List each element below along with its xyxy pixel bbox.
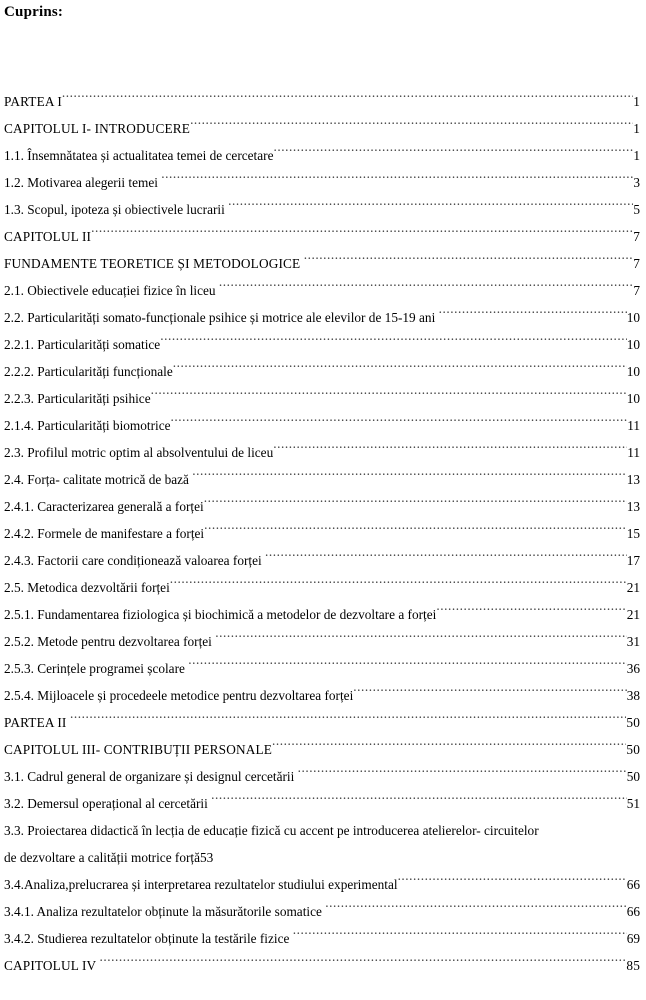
- toc-entry-label: 2.2.1. Particularități somatice: [4, 337, 161, 352]
- toc-page-number: 10: [626, 391, 640, 406]
- toc-page-number: 85: [626, 958, 640, 973]
- toc-page-number: 21: [626, 580, 640, 595]
- toc-entry-label: CAPITOLUL II: [4, 229, 92, 244]
- toc-page-number: 11: [627, 445, 640, 460]
- toc-dot-leader: [325, 903, 626, 916]
- toc-dot-leader: [151, 390, 627, 403]
- toc-entry[interactable]: [0, 574, 646, 601]
- toc-entry[interactable]: [0, 817, 646, 871]
- toc-page-number: 7: [633, 256, 640, 271]
- toc-page-number: 10: [626, 364, 640, 379]
- toc-dot-leader: [219, 282, 633, 295]
- toc-entry-label: 3.1. Cadrul general de organizare și designul cercetării: [4, 769, 298, 784]
- toc-dot-leader: [204, 525, 627, 538]
- toc-dot-leader: [204, 498, 627, 511]
- toc-dot-leader: [70, 714, 626, 727]
- toc-entry[interactable]: [0, 682, 646, 709]
- toc-entry-label: 2.5.1. Fundamentarea fiziologica și biochimică a metodelor de dezvoltare a forței: [4, 607, 437, 622]
- toc-page-number: 36: [626, 661, 640, 676]
- toc-entry[interactable]: [0, 169, 646, 196]
- toc-entry-label: 2.4.2. Formele de manifestare a forței: [4, 526, 205, 541]
- toc-page-number: 7: [633, 283, 640, 298]
- toc-page-number: 13: [626, 472, 640, 487]
- toc-page-number: 66: [626, 877, 640, 892]
- toc-entry[interactable]: [0, 439, 646, 466]
- toc-dot-leader: [171, 417, 628, 430]
- toc-dot-leader: [190, 120, 633, 133]
- toc-entry[interactable]: [0, 655, 646, 682]
- toc-entry-label: 2.2.2. Particularități funcționale: [4, 364, 173, 379]
- toc-page-number: 21: [626, 607, 640, 622]
- toc-entry[interactable]: [0, 871, 646, 898]
- toc-dot-leader: [173, 363, 627, 376]
- toc-entry-label-continued: de dezvoltare a calității motrice forță: [4, 850, 201, 865]
- toc-page-number: 10: [626, 310, 640, 325]
- toc-entry-label: 2.3. Profilul motric optim al absolventului de liceu: [4, 445, 274, 460]
- toc-entry-label: 2.1. Obiectivele educației fizice în liceu: [4, 283, 219, 298]
- toc-entry[interactable]: [0, 88, 646, 115]
- toc-dot-leader: [161, 174, 633, 187]
- toc-entry-label: 2.5.4. Mijloacele și procedeele metodice pentru dezvoltarea forței: [4, 688, 354, 703]
- toc-page-number: 38: [626, 688, 640, 703]
- toc-entry-label: FUNDAMENTE TEORETICE ȘI METODOLOGICE: [4, 256, 304, 271]
- toc-entry-label: 2.5.2. Metode pentru dezvoltarea forței: [4, 634, 216, 649]
- table-of-contents: [0, 88, 646, 979]
- toc-dot-leader: [62, 93, 633, 106]
- toc-entry-label: PARTEA II: [4, 715, 70, 730]
- toc-dot-leader: [215, 633, 627, 646]
- toc-entry-label: 3.2. Demersul operațional al cercetării: [4, 796, 212, 811]
- toc-entry-label: 3.3. Proiectarea didactică în lecția de educație fizică cu accent pe introducerea atelierelor- circuitelor: [4, 823, 539, 838]
- toc-entry[interactable]: [0, 358, 646, 385]
- toc-entry-label: 2.2.3. Particularități psihice: [4, 391, 151, 406]
- toc-entry[interactable]: [0, 925, 646, 952]
- toc-page-number: 1: [633, 121, 640, 136]
- toc-page-number: 66: [626, 904, 640, 919]
- toc-entry[interactable]: [0, 628, 646, 655]
- toc-entry-label: 3.4.2. Studierea rezultatelor obținute la testările fizice: [4, 931, 293, 946]
- toc-entry-label: 2.2. Particularități somato-funcționale psihice și motrice ale elevilor de 15-19 ani: [4, 310, 439, 325]
- toc-entry-label: 1.2. Motivarea alegerii temei: [4, 175, 162, 190]
- toc-page-number: 11: [627, 418, 640, 433]
- toc-dot-leader: [170, 579, 627, 592]
- toc-page-number: 50: [626, 769, 640, 784]
- toc-dot-leader: [436, 606, 626, 619]
- toc-entry-label: 2.4. Forța- calitate motrică de bază: [4, 472, 193, 487]
- toc-page-number: 53: [200, 850, 214, 865]
- toc-entry[interactable]: [0, 304, 646, 331]
- toc-entry-label: 2.5.3. Cerințele programei școlare: [4, 661, 189, 676]
- toc-page-number: 10: [626, 337, 640, 352]
- toc-dot-leader: [192, 471, 626, 484]
- toc-entry-label: 2.4.3. Factorii care condiționează valoarea forței: [4, 553, 266, 568]
- toc-entry[interactable]: [0, 331, 646, 358]
- toc-page-number: 7: [633, 229, 640, 244]
- toc-entry-label: 1.1. Însemnătatea și actualitatea temei de cercetare: [4, 148, 274, 163]
- toc-entry[interactable]: [0, 790, 646, 817]
- toc-page-number: 1: [633, 94, 640, 109]
- toc-page-number: 1: [633, 148, 640, 163]
- toc-entry-label: 2.1.4. Particularități biomotrice: [4, 418, 171, 433]
- toc-entry[interactable]: [0, 196, 646, 223]
- toc-page-number: 50: [626, 742, 640, 757]
- toc-dot-leader: [160, 336, 627, 349]
- toc-page-number: 3: [633, 175, 640, 190]
- toc-dot-leader: [265, 552, 627, 565]
- toc-page-number: 31: [626, 634, 640, 649]
- toc-dot-leader: [211, 795, 627, 808]
- toc-entry[interactable]: [0, 898, 646, 925]
- toc-entry-label: PARTEA I: [4, 94, 62, 109]
- toc-dot-leader: [398, 876, 627, 889]
- toc-dot-leader: [293, 930, 627, 943]
- toc-dot-leader: [91, 228, 633, 241]
- toc-entry[interactable]: [0, 547, 646, 574]
- page-title: Cuprins:: [4, 4, 64, 20]
- toc-entry-label: 3.4.1. Analiza rezultatelor obținute la măsurătorile somatice: [4, 904, 326, 919]
- toc-entry[interactable]: [0, 223, 646, 250]
- toc-entry[interactable]: [0, 277, 646, 304]
- toc-entry-label: CAPITOLUL I- INTRODUCERE: [4, 121, 191, 136]
- toc-page-number: 51: [626, 796, 640, 811]
- toc-entry[interactable]: [0, 736, 646, 763]
- toc-dot-leader: [188, 660, 626, 673]
- toc-entry-label: CAPITOLUL IV: [4, 958, 100, 973]
- toc-dot-leader: [273, 444, 627, 457]
- toc-entry-label: CAPITOLUL III- CONTRIBUȚII PERSONALE: [4, 742, 272, 757]
- toc-page-number: 50: [626, 715, 640, 730]
- toc-dot-leader: [439, 309, 627, 322]
- toc-dot-leader: [298, 768, 627, 781]
- toc-entry[interactable]: [0, 466, 646, 493]
- toc-entry[interactable]: [0, 520, 646, 547]
- toc-entry[interactable]: [0, 412, 646, 439]
- toc-entry-label: 1.3. Scopul, ipoteza și obiectivele lucrarii: [4, 202, 229, 217]
- toc-page-number: 5: [633, 202, 640, 217]
- toc-entry-label: 3.4.Analiza,prelucrarea și interpretarea rezultatelor studiului experimental: [4, 877, 398, 892]
- toc-entry[interactable]: [0, 493, 646, 520]
- toc-entry[interactable]: [0, 385, 646, 412]
- toc-entry[interactable]: [0, 601, 646, 628]
- toc-dot-leader: [273, 147, 633, 160]
- toc-entry-label: 2.4.1. Caracterizarea generală a forței: [4, 499, 204, 514]
- toc-dot-leader: [228, 201, 633, 214]
- toc-entry[interactable]: [0, 763, 646, 790]
- toc-dot-leader: [353, 687, 626, 700]
- toc-page-number: 17: [626, 553, 640, 568]
- toc-page-number: 13: [626, 499, 640, 514]
- toc-page-number: 69: [626, 931, 640, 946]
- toc-entry[interactable]: [0, 142, 646, 169]
- toc-entry[interactable]: [0, 952, 646, 979]
- toc-dot-leader: [100, 957, 627, 970]
- toc-dot-leader: [304, 255, 633, 268]
- toc-dot-leader: [272, 741, 626, 754]
- toc-entry[interactable]: [0, 250, 646, 277]
- toc-entry[interactable]: [0, 115, 646, 142]
- toc-entry-label: 2.5. Metodica dezvoltării forței: [4, 580, 170, 595]
- toc-entry[interactable]: [0, 709, 646, 736]
- toc-page-number: 15: [626, 526, 640, 541]
